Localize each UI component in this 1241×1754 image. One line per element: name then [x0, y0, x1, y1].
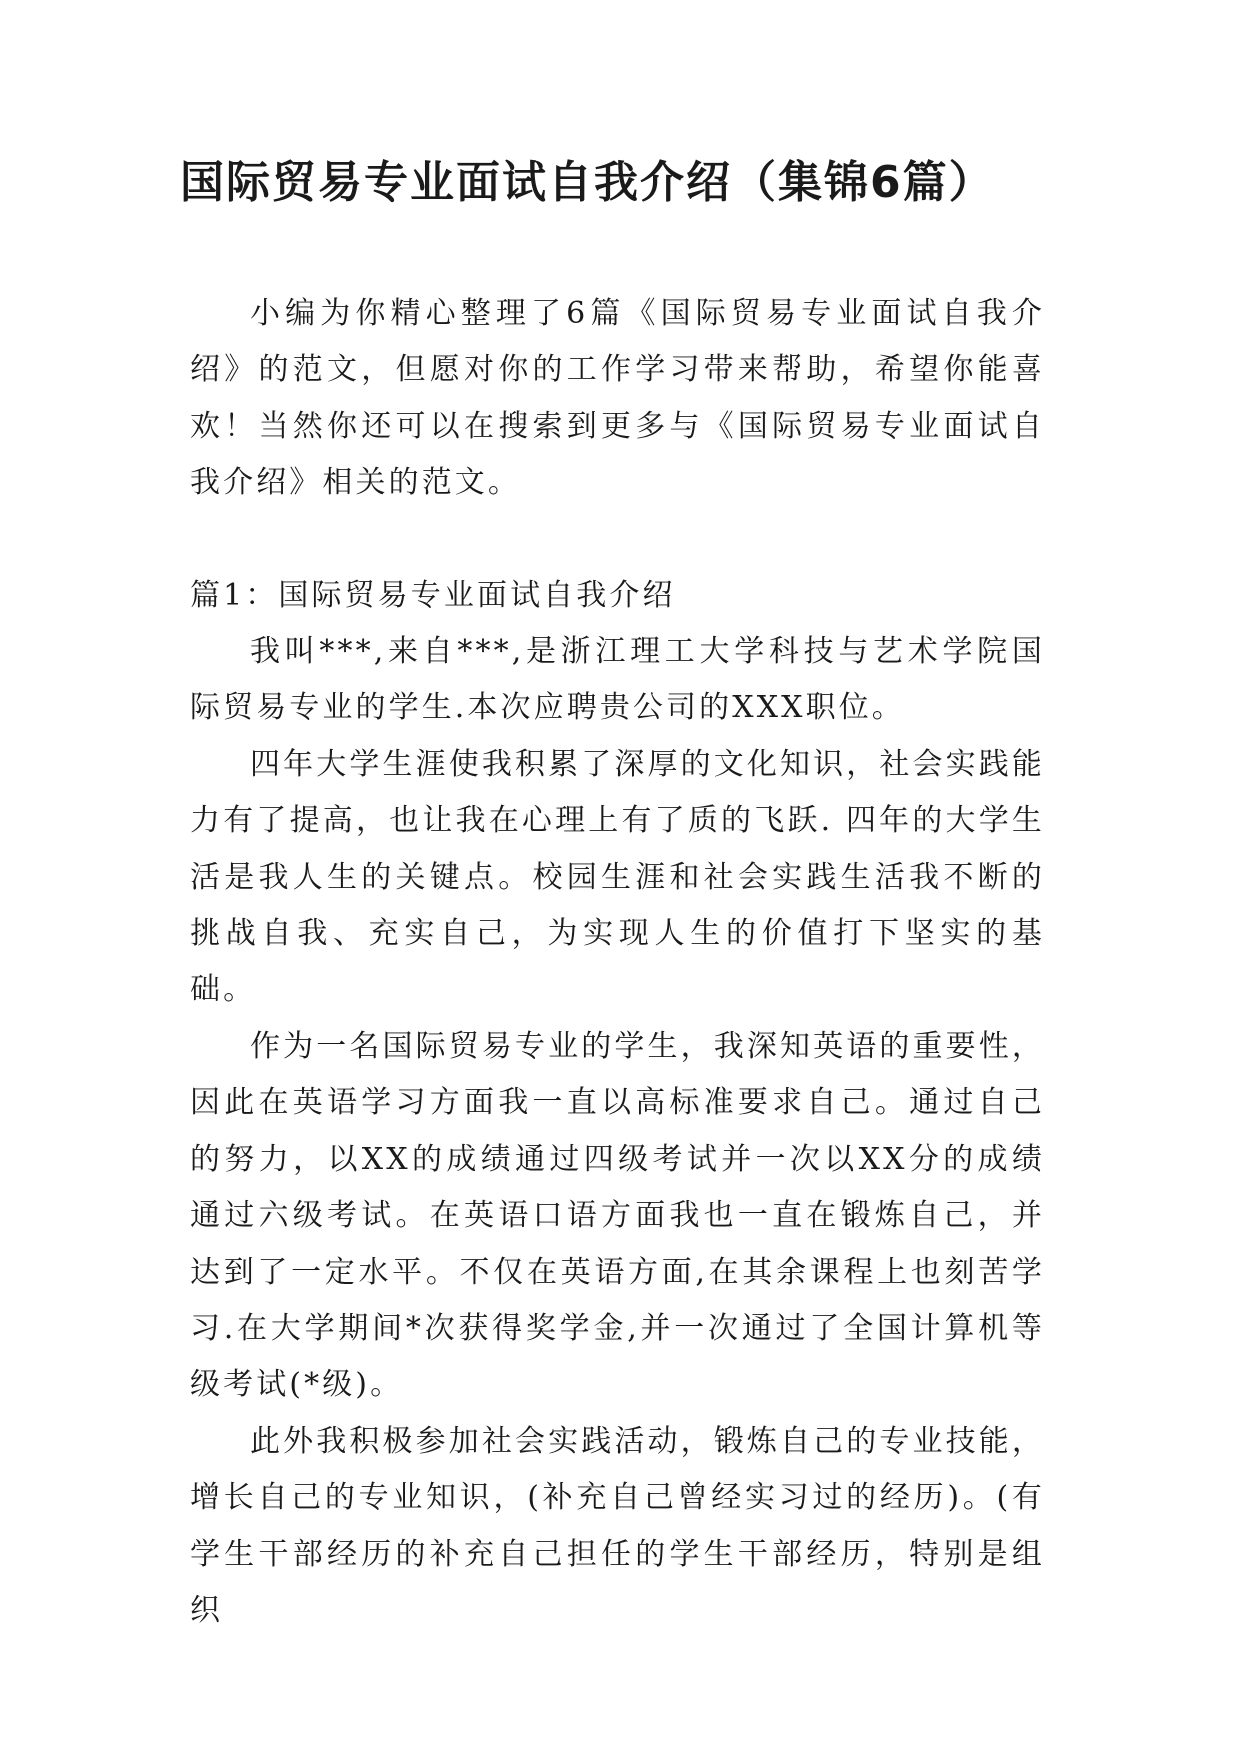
section-heading: 篇1：国际贸易专业面试自我介绍 [190, 577, 676, 613]
body-paragraph: 此外我积极参加社会实践活动，锻炼自己的专业技能，增长自己的专业知识，(补充自己曾经实习过的经历)。(有学生干部经历的补充自己担任的学生干部经历，特别是组织 [190, 1423, 1045, 1628]
document-title: 国际贸易专业面试自我介绍（集锦6篇） [180, 157, 995, 208]
document-body [190, 286, 1045, 1639]
body-paragraph: 作为一名国际贸易专业的学生，我深知英语的重要性，因此在英语学习方面我一直以高标准要求自己。通过自己的努力，以XX的成绩通过四级考试并一次以XX分的成绩通过六级考试。在英语口语方面我也一直在锻炼自己，并达到了一定水平。不仅在英语方面,在其余课程上也刻苦学习.在大学期间*次获得奖学金,并一次通过了全国计算机等级考试(*级)。 [190, 1028, 1045, 1403]
body-paragraph: 四年大学生涯使我积累了深厚的文化知识，社会实践能力有了提高，也让我在心理上有了质的飞跃. 四年的大学生活是我人生的关键点。校园生涯和社会实践生活我不断的挑战自我、充实自己，为实现人生的价值打下坚实的基础。 [190, 746, 1045, 1008]
body-paragraph: 我叫***,来自***,是浙江理工大学科技与艺术学院国际贸易专业的学生.本次应聘贵公司的XXX职位。 [190, 634, 1045, 726]
intro-paragraph: 小编为你精心整理了6篇《国际贸易专业面试自我介绍》的范文，但愿对你的工作学习带来帮助，希望你能喜欢！当然你还可以在搜索到更多与《国际贸易专业面试自我介绍》相关的范文。 [190, 296, 1045, 501]
